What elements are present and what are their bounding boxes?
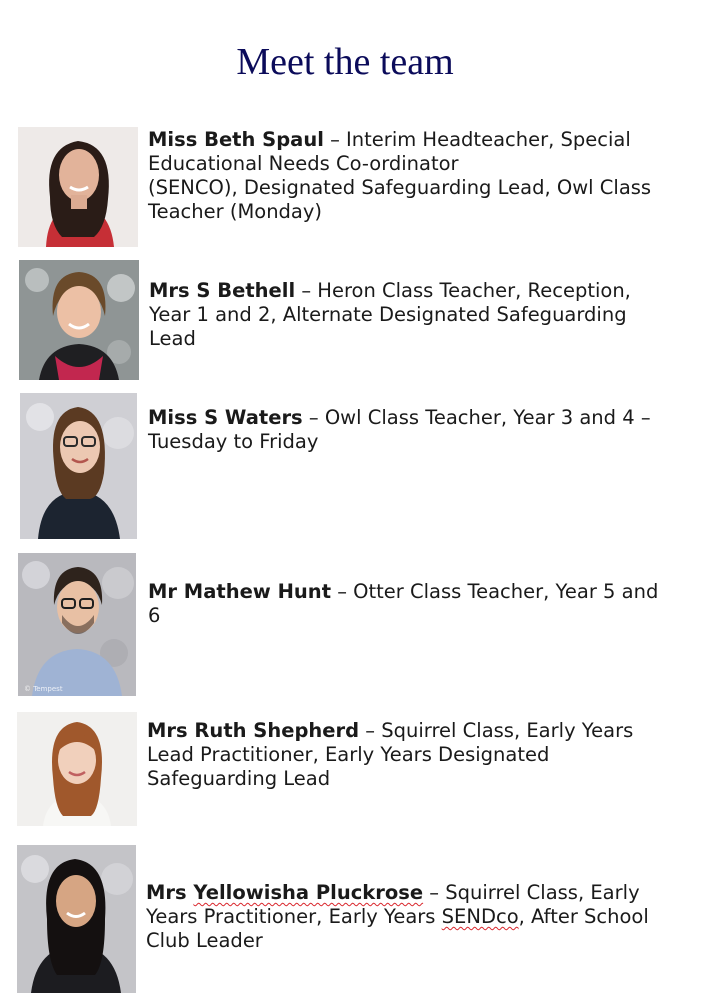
member-role: Tuesday to Friday [148, 430, 319, 453]
member-role: – Interim Headteacher, Special [323, 128, 631, 151]
portrait-image [17, 712, 137, 826]
member-role: Club Leader [146, 929, 263, 952]
member-role: Lead [149, 327, 196, 350]
member-role: Years Practitioner, Early Years [146, 905, 442, 928]
member-role: Lead Practitioner, Early Years Designated [147, 743, 550, 766]
portrait-image [18, 553, 136, 696]
member-name: Miss S Waters [148, 406, 303, 429]
member-name: Miss Beth Spaul [148, 128, 324, 151]
member-role: Year 1 and 2, Alternate Designated Safeguarding [149, 303, 627, 326]
member-role: 6 [148, 604, 161, 627]
portrait-photo [17, 712, 137, 826]
member-role: Educational Needs Co-ordinator [148, 152, 459, 175]
portrait-image [20, 393, 137, 539]
member-name-prefix: Mrs [146, 881, 194, 904]
member-bio [146, 881, 686, 953]
member-bio [148, 580, 688, 628]
portrait-photo [20, 393, 137, 539]
member-role: – Squirrel Class, Early [423, 881, 640, 904]
member-name: Mrs S Bethell [149, 279, 296, 302]
member-bio [149, 279, 689, 351]
portrait-image [18, 127, 138, 247]
member-role: – Squirrel Class, Early Years [359, 719, 634, 742]
portrait-photo [18, 127, 138, 247]
portrait-image [17, 845, 136, 993]
member-role: Safeguarding Lead [147, 767, 331, 790]
portrait-photo [17, 845, 136, 993]
member-name: Mrs Ruth Shepherd [147, 719, 360, 742]
member-role: – Otter Class Teacher, Year 5 and [331, 580, 659, 603]
portrait-photo [18, 553, 136, 696]
member-role: – Owl Class Teacher, Year 3 and 4 – [302, 406, 651, 429]
member-role: Teacher (Monday) [148, 200, 323, 223]
member-role-term: SENDco [441, 905, 519, 928]
member-bio [147, 719, 687, 791]
page-title: Meet the team [236, 41, 454, 83]
portrait-image [19, 260, 139, 380]
member-name: Mr Mathew Hunt [148, 580, 332, 603]
member-role: (SENCO), Designated Safeguarding Lead, Owl Class [148, 176, 652, 199]
member-role: – Heron Class Teacher, Reception, [295, 279, 631, 302]
member-role: , After School [518, 905, 649, 928]
member-name: Yellowisha Pluckrose [193, 881, 424, 904]
portrait-photo [19, 260, 139, 380]
member-bio [148, 128, 688, 224]
member-bio [148, 406, 688, 454]
photo-watermark: © Tempest [24, 685, 63, 693]
